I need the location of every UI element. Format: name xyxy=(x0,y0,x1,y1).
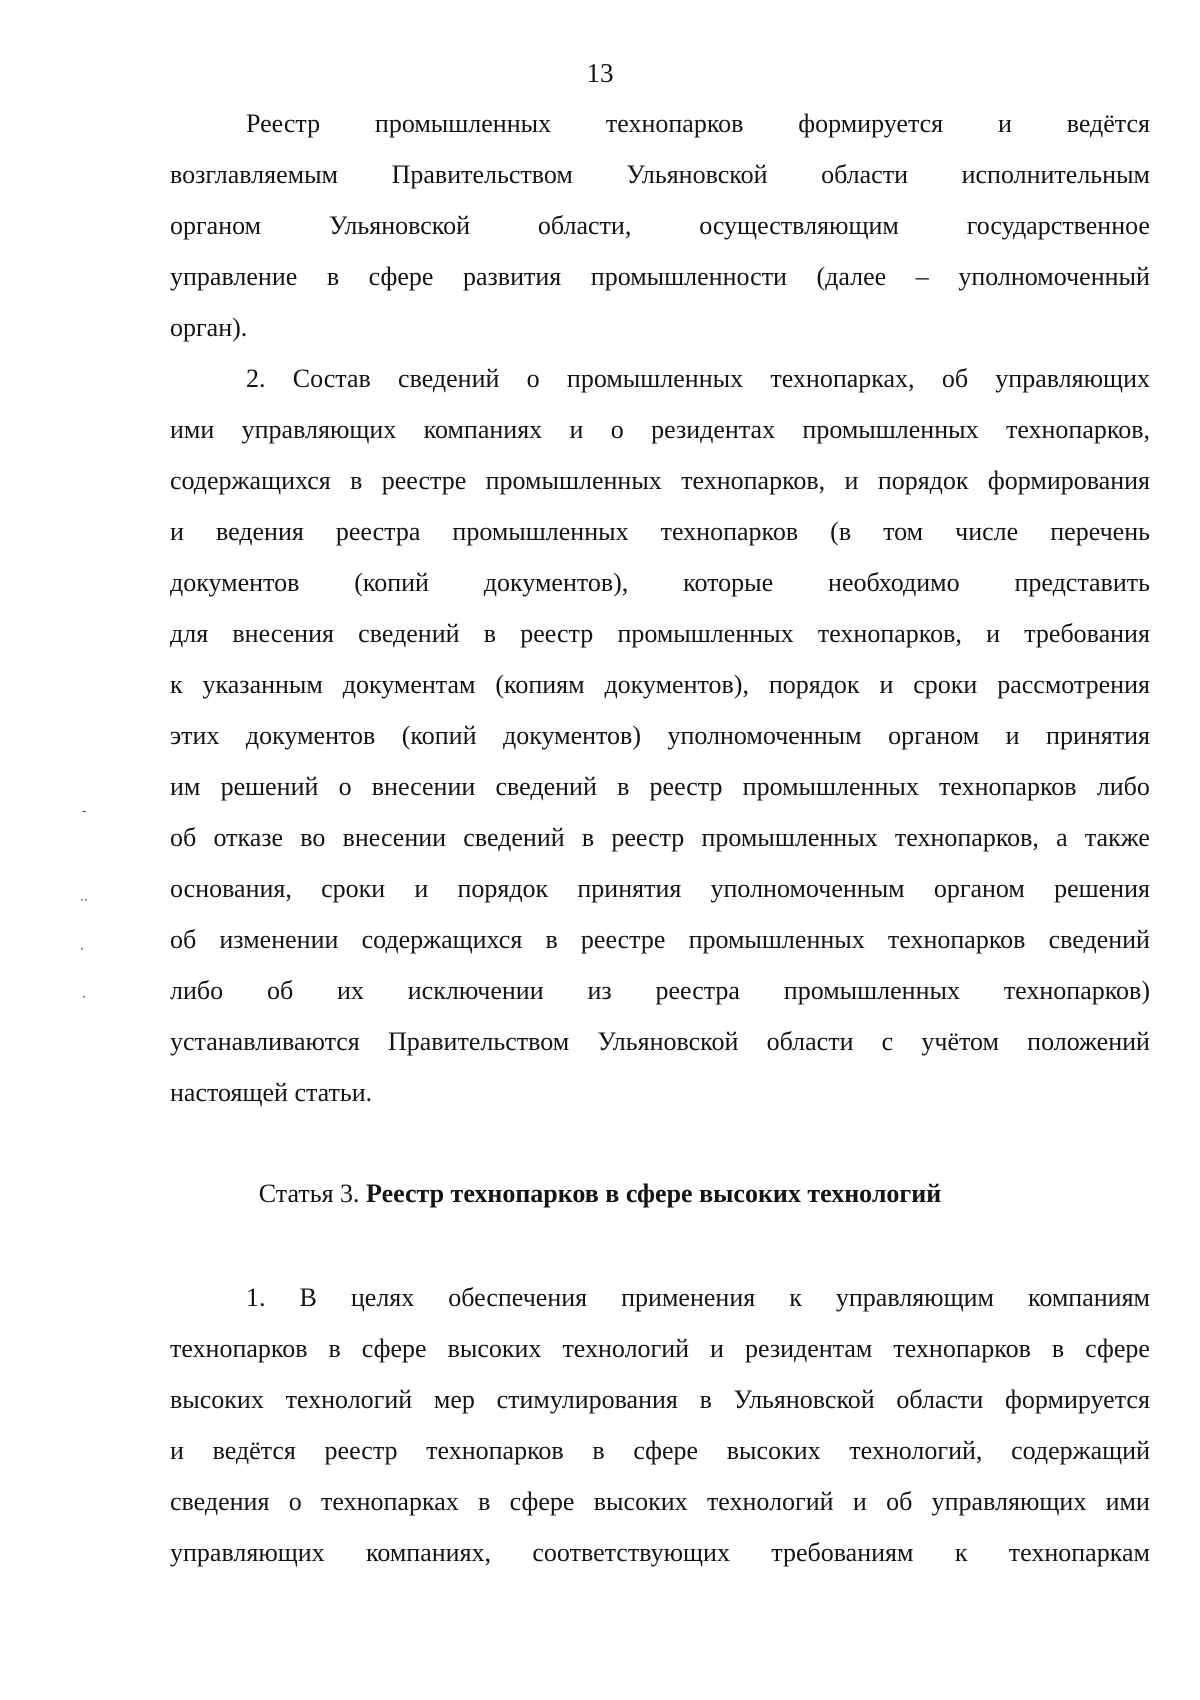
word: 1. xyxy=(246,1283,266,1312)
word: компаниям xyxy=(1028,1283,1150,1312)
word: в xyxy=(326,262,340,291)
word: о xyxy=(610,415,624,444)
word: Ульяновской xyxy=(626,160,768,189)
word: промышленных xyxy=(688,925,865,954)
word: технопарков, xyxy=(894,823,1039,852)
word: технопарков xyxy=(426,1436,564,1465)
word: документов xyxy=(245,721,376,750)
paragraph-line xyxy=(170,1374,1150,1425)
word: промышленных xyxy=(802,415,979,444)
word: обеспечения xyxy=(448,1283,588,1312)
word: статьи. xyxy=(294,1078,373,1107)
word: Ульяновской xyxy=(597,1027,739,1056)
word: о xyxy=(288,1487,302,1516)
word: о xyxy=(526,364,540,393)
word: отказе xyxy=(213,823,284,852)
word: и xyxy=(879,670,894,699)
word: органом xyxy=(170,211,262,240)
word: технопарков xyxy=(939,772,1077,801)
word: требованиям xyxy=(771,1538,914,1567)
word: и xyxy=(569,415,584,444)
paragraph-line xyxy=(170,914,1150,965)
word: области xyxy=(766,1027,854,1056)
word: и xyxy=(170,1436,184,1465)
word: и xyxy=(844,466,859,495)
word: (копий xyxy=(401,721,477,750)
word: области xyxy=(896,1385,984,1414)
page-number: 13 xyxy=(586,58,614,88)
word: ведения xyxy=(215,517,304,546)
word: области xyxy=(821,160,908,189)
word: сфере xyxy=(633,1436,699,1465)
paragraph-line xyxy=(170,659,1150,710)
word: сведения xyxy=(170,1487,270,1516)
paragraph-line xyxy=(170,812,1150,863)
word: внесения xyxy=(232,619,334,648)
word: (копиям xyxy=(495,670,585,699)
word: формируется xyxy=(1005,1385,1150,1414)
word: Ульяновской xyxy=(733,1385,875,1414)
word: технопарков, xyxy=(1005,415,1150,444)
paragraph-line xyxy=(170,608,1150,659)
word: Правительством xyxy=(387,1027,570,1056)
word: формируется xyxy=(798,109,944,138)
paragraph-line xyxy=(170,149,1150,200)
word: учётом xyxy=(921,1027,999,1056)
word: сфере xyxy=(368,262,434,291)
word: о xyxy=(338,772,352,801)
paragraph-line xyxy=(170,353,1150,404)
word: указанным xyxy=(202,670,323,699)
word: промышленных xyxy=(742,772,919,801)
word: реестре xyxy=(381,466,467,495)
word: положений xyxy=(1027,1027,1150,1056)
word: реестра xyxy=(335,517,421,546)
word: решений xyxy=(220,772,319,801)
paragraph-line xyxy=(170,1476,1150,1527)
word: об xyxy=(941,364,969,393)
word: этих xyxy=(170,721,220,750)
word: технопарков xyxy=(605,109,744,138)
word: содержащий xyxy=(1011,1436,1150,1465)
word: ведётся xyxy=(212,1436,296,1465)
word: документам xyxy=(342,670,476,699)
word: технологий xyxy=(706,1487,834,1516)
paragraph-line xyxy=(170,863,1150,914)
word: решения xyxy=(1054,874,1150,903)
word: промышленных xyxy=(452,517,629,546)
word: технопарков xyxy=(893,1334,1031,1363)
word: в xyxy=(592,1436,605,1465)
word: управляющих xyxy=(995,364,1150,393)
word: ими xyxy=(1105,1487,1150,1516)
word: возглавляемым xyxy=(170,160,339,189)
word: к xyxy=(170,670,183,699)
word: сфере xyxy=(509,1487,575,1516)
word: ими xyxy=(170,415,215,444)
word: и xyxy=(414,874,429,903)
paragraph-line xyxy=(170,1016,1150,1067)
word: Реестр xyxy=(246,109,321,138)
word: в xyxy=(581,823,595,852)
word: Состав xyxy=(292,364,371,393)
word: которые xyxy=(683,568,774,597)
word: порядок xyxy=(877,466,969,495)
word: Правительством xyxy=(391,160,573,189)
word: устанавливаются xyxy=(170,1027,360,1056)
word: управляющих xyxy=(170,1538,325,1567)
word: управляющим xyxy=(835,1283,994,1312)
word: внесении xyxy=(342,823,447,852)
word: сроки xyxy=(913,670,978,699)
word: и xyxy=(986,619,1000,648)
word: промышленных xyxy=(701,823,878,852)
word: и xyxy=(710,1334,724,1363)
word: необходимо xyxy=(828,568,960,597)
word: технопарках xyxy=(321,1487,459,1516)
word: – xyxy=(915,262,929,291)
word: высоких xyxy=(447,1334,542,1363)
word: технологий, xyxy=(849,1436,983,1465)
word: области, xyxy=(537,211,632,240)
word: орган). xyxy=(170,313,248,342)
article-3-heading xyxy=(0,1174,1200,1214)
word: либо xyxy=(1096,772,1150,801)
word: сведений xyxy=(398,364,500,393)
scan-speck: ·· xyxy=(80,893,88,907)
word: основания, xyxy=(170,874,292,903)
word: рассмотрения xyxy=(997,670,1150,699)
word: документов), xyxy=(483,568,629,597)
paragraph-line xyxy=(170,200,1150,251)
word: формирования xyxy=(987,466,1150,495)
word: и xyxy=(170,517,184,546)
paragraph-line xyxy=(170,251,1150,302)
word: уполномоченным xyxy=(667,721,862,750)
word: развития xyxy=(463,262,562,291)
word: для xyxy=(170,619,209,648)
word: резидентам xyxy=(744,1334,873,1363)
word: технопаркам xyxy=(1008,1538,1150,1567)
word: настоящей xyxy=(170,1078,288,1107)
word: уполномоченный xyxy=(958,262,1150,291)
word: технопарков, xyxy=(681,466,826,495)
word: в xyxy=(545,925,558,954)
word: в xyxy=(328,1334,341,1363)
word: об xyxy=(886,1487,913,1516)
word: технопарков, xyxy=(817,619,962,648)
word: органом xyxy=(933,874,1025,903)
word: принятия xyxy=(1046,721,1150,750)
word: представить xyxy=(1014,568,1150,597)
paragraph-line xyxy=(170,506,1150,557)
word: а xyxy=(1056,823,1068,852)
word: применения xyxy=(621,1283,756,1312)
word: уполномоченным xyxy=(710,874,905,903)
word: реестр xyxy=(324,1436,398,1465)
word: технопарках, xyxy=(770,364,915,393)
word: управляющих xyxy=(241,415,397,444)
word: резидентах xyxy=(651,415,776,444)
word: компаниях xyxy=(423,415,543,444)
word: из xyxy=(587,976,612,1005)
word: технологий xyxy=(285,1385,413,1414)
word: сфере xyxy=(361,1334,427,1363)
word: во xyxy=(300,823,326,852)
word: изменении xyxy=(219,925,339,954)
word: в xyxy=(1051,1334,1065,1363)
word: реестре xyxy=(580,925,666,954)
word: промышленных xyxy=(485,466,662,495)
word: и xyxy=(1005,721,1020,750)
word: технопарков xyxy=(660,517,799,546)
word: к xyxy=(789,1283,802,1312)
word: и xyxy=(852,1487,867,1516)
word: (далее xyxy=(816,262,887,291)
word: к xyxy=(954,1538,968,1567)
word: в xyxy=(699,1385,712,1414)
word: также xyxy=(1084,823,1150,852)
word: сведений xyxy=(1048,925,1150,954)
word: промышленности xyxy=(590,262,787,291)
word: технологий xyxy=(562,1334,690,1363)
word: осуществляющим xyxy=(699,211,899,240)
word: высоких xyxy=(170,1385,264,1414)
word: технопарков xyxy=(170,1334,308,1363)
word: внесении xyxy=(371,772,476,801)
paragraph-line xyxy=(170,1067,1150,1118)
word: сроки xyxy=(321,874,386,903)
word: в xyxy=(350,466,363,495)
word: промышленных xyxy=(374,109,552,138)
word: компаниях, xyxy=(366,1538,492,1567)
word: управляющих xyxy=(931,1487,1087,1516)
word: высоких xyxy=(593,1487,688,1516)
word: их xyxy=(337,976,364,1005)
word: в xyxy=(478,1487,491,1516)
word: документов), xyxy=(604,670,749,699)
word: либо xyxy=(170,976,224,1005)
word: сведений xyxy=(495,772,597,801)
word: промышленных xyxy=(783,976,960,1005)
paragraph-line xyxy=(170,965,1150,1016)
scan-speck: · xyxy=(80,942,84,956)
word: том xyxy=(883,517,924,546)
word: документов xyxy=(170,568,300,597)
scan-speck: · xyxy=(82,990,86,1004)
word: сфере xyxy=(1085,1334,1150,1363)
word: об xyxy=(170,823,197,852)
word: в xyxy=(483,619,497,648)
word: реестр xyxy=(611,823,685,852)
paragraph-line xyxy=(170,557,1150,608)
word: об xyxy=(266,976,294,1005)
word: порядок xyxy=(768,670,860,699)
word: высоких xyxy=(726,1436,821,1465)
word: Ульяновской xyxy=(328,211,471,240)
word: В xyxy=(299,1283,317,1312)
word: органом xyxy=(888,721,980,750)
word: технопарков) xyxy=(1003,976,1150,1005)
paragraph-line xyxy=(170,98,1150,149)
word: принятия xyxy=(577,874,682,903)
word: ведётся xyxy=(1066,109,1150,138)
word: в xyxy=(617,772,630,801)
article-prefix: Статья 3. xyxy=(258,1179,360,1208)
word: управление xyxy=(170,262,298,291)
paragraph-line xyxy=(170,710,1150,761)
word: об xyxy=(170,925,197,954)
paragraph-line xyxy=(170,1527,1150,1578)
word: реестр xyxy=(649,772,723,801)
paragraph-composition xyxy=(170,353,1150,1118)
word: (в xyxy=(830,517,852,546)
word: промышленных xyxy=(566,364,744,393)
word: промышленных xyxy=(617,619,794,648)
word: числе xyxy=(955,517,1019,546)
paragraph-line xyxy=(170,302,1150,353)
word: (копий xyxy=(354,568,429,597)
paragraph-line xyxy=(170,455,1150,506)
word: мер xyxy=(433,1385,475,1414)
scan-speck: - xyxy=(82,804,87,818)
word: стимулирования xyxy=(496,1385,678,1414)
word: государственное xyxy=(966,211,1150,240)
paragraph-line xyxy=(170,404,1150,455)
word: сведений xyxy=(358,619,460,648)
word: перечень xyxy=(1050,517,1150,546)
word: содержащихся xyxy=(361,925,523,954)
paragraph-line xyxy=(170,1425,1150,1476)
word: 2. xyxy=(246,364,266,393)
article-title: Реестр технопарков в сфере высоких технологий xyxy=(366,1179,942,1208)
word: технопарков xyxy=(887,925,1026,954)
word: реестра xyxy=(655,976,740,1005)
word: сведений xyxy=(463,823,565,852)
word: требования xyxy=(1024,619,1150,648)
word: с xyxy=(881,1027,894,1056)
word: порядок xyxy=(457,874,549,903)
paragraph-article-3-item-1 xyxy=(170,1272,1150,1578)
word: содержащихся xyxy=(170,466,331,495)
word: реестр xyxy=(520,619,594,648)
word: соответствующих xyxy=(532,1538,730,1567)
word: и xyxy=(997,109,1012,138)
word: целях xyxy=(350,1283,415,1312)
word: документов) xyxy=(502,721,641,750)
paragraph-line xyxy=(170,1272,1150,1323)
word: исполнительным xyxy=(961,160,1150,189)
paragraph-registry-intro xyxy=(170,98,1150,353)
word: исключении xyxy=(407,976,544,1005)
word: им xyxy=(170,772,201,801)
paragraph-line xyxy=(170,761,1150,812)
paragraph-line xyxy=(170,1323,1150,1374)
